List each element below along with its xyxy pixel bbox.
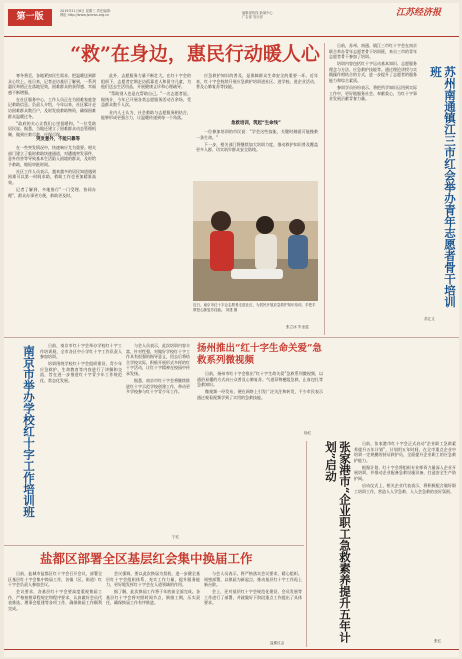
section-divider: [329, 337, 459, 338]
header-url[interactable]: 网址 http://www.jsnews.org.cn: [60, 13, 110, 18]
photo-illustration: [193, 181, 318, 301]
header-meta: [60, 9, 180, 18]
paragraph: 据了解，此次换届工作将于年底前全面完成。各基层红十字会将对照时间节点，倒排工期，压实责任，确保换届工作有序推进。: [106, 589, 200, 606]
page-footer-rule: [4, 649, 459, 656]
side1-headline: 苏州南通镇江三市红会举办青年志愿者骨干培训班: [429, 66, 457, 308]
lead-column-2: [101, 73, 191, 323]
paragraph: 根据计划，红十字会将组织专业师资力量深入企业开展培训，并推动企业配备急救设施设备，打造安全生产防护网。: [354, 464, 456, 482]
side1-byline: 苏汇文: [424, 317, 435, 321]
yc-column-1: [8, 571, 102, 647]
paragraph: 据悉，南京市红十字会将继续推进红十字示范学校创建工作，带动更多学校参与红十字青少年工作。: [126, 378, 190, 395]
paragraph: 与会人员表示，将严格落实会议要求，精心组织、周密部署，以换届为新起点，推动基层红十字工作再上新台阶。: [204, 571, 302, 588]
header-contacts: [242, 11, 392, 20]
paragraph: 日前，苏州、南通、镇江三市红十字会在南京联合举办青年志愿者骨干培训班，来自三市的青年志愿者骨干参加了培训。: [329, 43, 417, 60]
yc-column-2: [106, 571, 200, 647]
qy-byline: 张红: [434, 639, 442, 643]
yz-body: [197, 371, 323, 431]
nj-column-2: [126, 343, 190, 543]
page-label: 第一版: [8, 9, 52, 26]
qy-headline: 张家港市“企业职工急救素养提升五年计划”启动: [324, 441, 352, 644]
paragraph: 与会人员表示，此次培训内容丰富、针对性强，对做好学校红十字工作具有很强的指导意义，回去后将结合学校实际，积极开展形式多样的红十字活动，让红十字精神在校园中传承发扬。: [126, 343, 190, 376]
section-divider: [4, 545, 304, 546]
photo-credit: 刘建 摄: [225, 307, 238, 312]
lead-column-1b: [8, 145, 96, 325]
paragraph: 在社区服务中心，工作人员正在为困难家庭登记救助信息。负责人介绍，今年以来，社区累计走访困难群众数百户，及时发放救助物资，确保困难群众温暖过冬。: [8, 96, 96, 119]
column-divider: [324, 43, 325, 335]
paragraph: 培训围绕学校红十字会组织建设、青少年应急救护、生命教育等内容进行了讲解和交流，旨在进一步推进红十字青少年工作规范化、常态化发展。: [40, 361, 122, 384]
paragraph: 记者了解到，多地推行“一门受理、协同办理”，群众办事更方便，救助更及时。: [8, 187, 96, 198]
side1-body: [329, 43, 417, 328]
paragraph: 此外，志愿服务力量不断壮大。在红十字会的组织下，志愿者定期走访孤寡老人和留守儿童，为他们送去生活用品，开展健康义诊和心理疏导。: [101, 73, 191, 90]
paragraph: 应急救护知识的普及，是保障群众生命安全的重要一环。近年来，红十字会持续开展应急救护培训进社区、进学校、进企业活动，普及心肺复苏等技能。: [196, 73, 318, 90]
lead-byline: 张立冰 毕圣蓝: [286, 325, 309, 329]
paragraph: 培训内容包括红十字运动基本知识、志愿服务理念与方法、应急救护技能等。通过理论讲授与实践操作相结合的方式，进一步提升了志愿者的服务能力和综合素质。: [329, 61, 417, 84]
paragraph: 在一些突发情况中，快速响应尤为重要。相关部门建立了临时救助快速通道，对遭遇突发事件、意外伤害等导致基本生活陷入困境的群众，及时给予救助，缩短审批时间。: [8, 145, 96, 167]
header-departments: 广告部 发行部: [242, 15, 263, 20]
header-hotline: 编辑部热线 新闻中心: [242, 11, 273, 15]
paragraph: 日前，张家港市红十字会正式启动“企业职工急救素养提升五年计划”，计划用五年时间，在全市重点企业中培训一定规模的持证救护员，全面提升企业职工的应急救护能力。: [354, 441, 456, 463]
yz-byline: 扬红: [304, 431, 312, 435]
paragraph: 微视频一经发布，便在网络上引发广泛关注和转发，不少市民表示通过观看视频学到了实用的急救技能。: [197, 389, 323, 400]
paragraph: 会上，还对基层红十字会规范化建设、会员发展等工作进行了部署，并就做好下阶段重点工作提出了具体要求。: [204, 589, 302, 606]
lead-headline: “救”在身边，惠民行动暖人心: [70, 43, 320, 65]
yc-headline: 盐都区部署全区基层红会集中换届工作: [40, 551, 253, 566]
lead-subhead-2: 急救培训，筑起“生命线”: [231, 121, 281, 126]
lead-subhead-1: 突发意外，不能只靠等: [18, 137, 98, 143]
lead-column-3: [196, 129, 318, 179]
news-photo: [193, 181, 318, 301]
paragraph: 启动仪式上，相关企业代表表示，将积极配合做好职工培训工作，营造人人学急救、人人会急救的良好氛围。: [354, 483, 456, 494]
paragraph: 寒冬将至，各地紧扣民生需求，把温暖送到群众心坎上。连日来，记者走访基层了解到，一系列惠民举措正在落地见效，困难群众的获得感、幸福感不断增强。: [8, 73, 96, 95]
masthead-logo: 江苏经济报: [396, 8, 442, 18]
paragraph: 社区工作人员表示，越来越多的居民知道遇到困难可以第一时间求助，救助工作也更加精准高效。: [8, 168, 96, 186]
photo-caption: [193, 303, 318, 312]
paragraph: 一位参加培训的市民说：“学会这些技能，关键时刻就可能挽救一条生命。”: [196, 129, 318, 140]
caption-text: 近日，南京市红十字会志愿者走进社区，为居民开展应急救护知识培训，手把手教授心肺复苏技能。: [193, 303, 316, 312]
yc-byline: 盐都红会: [270, 641, 285, 645]
paragraph: 会议要求，各基层红十字会要高度重视换届工作，严格按照章程规定和程序要求，认真做好会员代表推选、理事会组建等各项工作，确保换届工作顺利完成。: [8, 589, 102, 612]
header-date: 2019年11月6日 星期三 责任编辑：: [60, 9, 114, 13]
nj-column-1: [40, 343, 122, 543]
paragraph: 会议强调，要以此次换届为契机，进一步健全基层红十字会组织体系，充实工作力量，提升服务能力，更好地发挥红十字会在人道领域的作用。: [106, 571, 200, 588]
paragraph: 参训学员纷纷表示，将把所学知识运用到实际工作中，更好地服务社会、奉献爱心，为红十字事业发展贡献青春力量。: [329, 85, 417, 102]
paragraph: “政府的关心让我们心里很暖和。”一位受助居民说。据悉，当地还建立了困难群众动态管理机制，做到应救尽救、应保尽保。: [8, 120, 96, 137]
column-divider: [306, 441, 307, 647]
paragraph: “帮助别人也是在帮助自己。”一名志愿者说。据统计，今年已开展各类志愿服务活动百余场，受益群众数千人次。: [101, 91, 191, 108]
yz-continued: [329, 343, 457, 435]
yz-headline: 扬州推出“红十字生命关爱”急救系列微视频: [197, 343, 322, 366]
paragraph: 业内人士认为，社会救助与志愿服务相结合，能够形成更强合力，让温暖传递到每一个角落。: [101, 109, 191, 121]
lead-column-3-top: [196, 73, 318, 119]
page-header: [4, 3, 459, 37]
nj-headline: 南京市举办学校红十字工作培训班: [22, 345, 36, 518]
paragraph: 下一步，相关部门将继续加大培训力度，推动救护知识普及覆盖更多人群，切实筑牢群众安全防线。: [196, 141, 318, 153]
nj-byline: 宁红: [172, 535, 180, 539]
newspaper-page: [4, 3, 459, 657]
paragraph: 日前，盐城市盐都区红十字会召开会议，部署全区基层红十字会集中换届工作，各镇（区、街道）红十字会负责人参加会议。: [8, 571, 102, 588]
paragraph: 日前，扬州市红十字会推出“红十字生命关爱”急救系列微视频，以通俗易懂的方式向公众普及心肺复苏、气道异物梗阻急救、止血包扎等急救知识。: [197, 371, 323, 388]
paragraph: 日前，南京市红十字会举办学校红十字工作培训班，全市各区中小学红十字工作负责人参加培训。: [40, 343, 122, 360]
qy-body: [354, 441, 456, 645]
yc-column-3: [204, 571, 302, 647]
